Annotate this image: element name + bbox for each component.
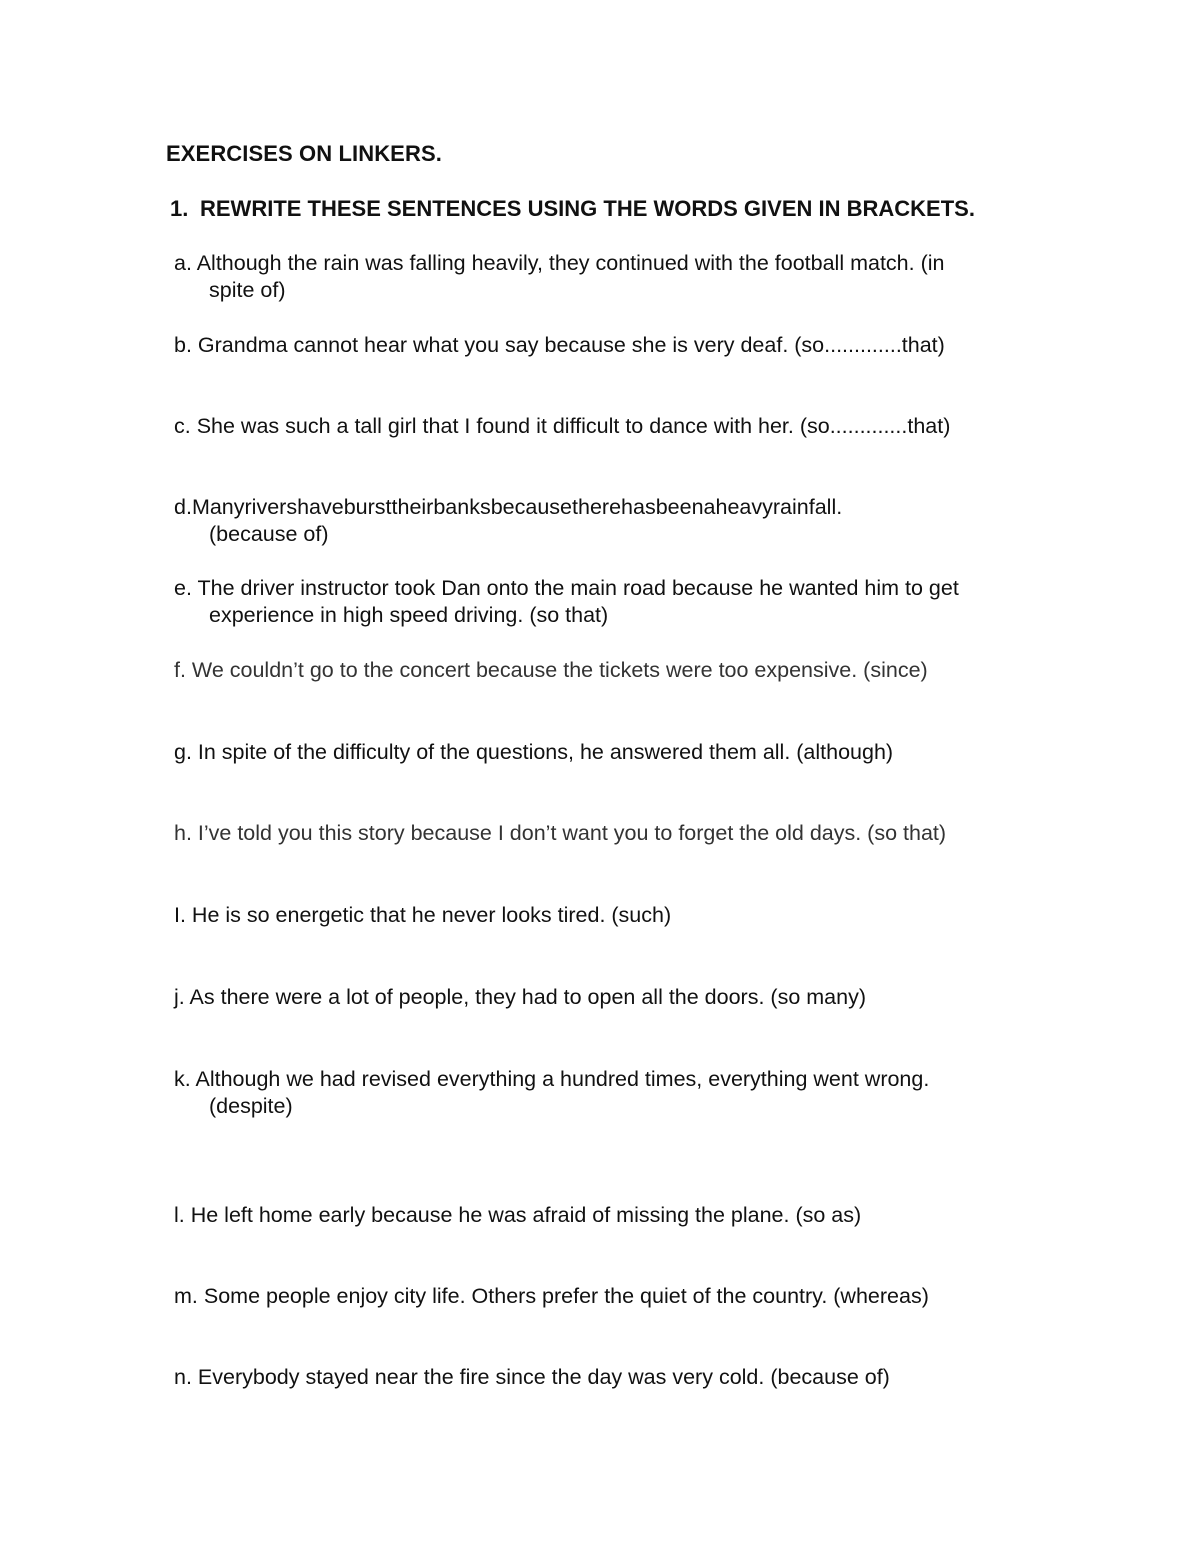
exercise-item-line: f. We couldn’t go to the concert because the tickets were too expensive. (since) — [174, 658, 928, 682]
exercise-item-d — [174, 494, 1036, 548]
exercise-item-l — [174, 1202, 1036, 1229]
exercise-item-a — [174, 250, 1036, 304]
exercise-item-j — [174, 984, 1036, 1011]
exercise-item-continuation: (despite) — [209, 1094, 293, 1118]
exercise-item-line: l. He left home early because he was afraid of missing the plane. (so as) — [174, 1203, 862, 1227]
exercise-instruction-text: REWRITE THESE SENTENCES USING THE WORDS GIVEN IN BRACKETS. — [200, 196, 975, 221]
exercise-item-line: e. The driver instructor took Dan onto the main road because he wanted him to get — [174, 576, 959, 600]
exercise-item-b — [174, 332, 1036, 359]
exercise-item-g — [174, 739, 1036, 766]
exercise-item-line: j. As there were a lot of people, they had to open all the doors. (so many) — [174, 985, 866, 1009]
exercise-item-line: I. He is so energetic that he never looks tired. (such) — [174, 903, 672, 927]
exercise-item-line: m. Some people enjoy city life. Others prefer the quiet of the country. (whereas) — [174, 1284, 929, 1308]
exercise-item-continuation: (because of) — [209, 522, 329, 546]
exercise-item-e — [174, 575, 1036, 629]
page-title: EXERCISES ON LINKERS. — [166, 141, 442, 166]
exercise-number: 1. — [170, 196, 189, 221]
exercise-item-i — [174, 902, 1036, 929]
exercise-item-c — [174, 413, 1036, 440]
exercise-item-line: g. In spite of the difficulty of the questions, he answered them all. (although) — [174, 740, 894, 764]
exercise-item-line: k. Although we had revised everything a hundred times, everything went wrong. — [174, 1067, 930, 1091]
exercise-item-n — [174, 1364, 1036, 1391]
exercise-item-line: h. I’ve told you this story because I don’t want you to forget the old days. (so that) — [174, 821, 947, 845]
exercise-item-continuation: experience in high speed driving. (so that) — [209, 603, 609, 627]
exercise-item-k — [174, 1066, 1036, 1120]
exercise-item-line: c. She was such a tall girl that I found it difficult to dance with her. (so.............that) — [174, 414, 951, 438]
exercise-item-h — [174, 820, 1036, 847]
exercise-item-line: b. Grandma cannot hear what you say because she is very deaf. (so.............that) — [174, 333, 945, 357]
exercise-item-line: a. Although the rain was falling heavily, they continued with the football match. (in — [174, 251, 945, 275]
exercise-item-line: d.Manyrivershavebursttheirbanksbecausetherehasbeenaheavyrainfall. — [174, 495, 843, 519]
exercise-item-m — [174, 1283, 1036, 1310]
exercise-item-line: n. Everybody stayed near the fire since the day was very cold. (because of) — [174, 1365, 890, 1389]
exercise-item-f — [174, 657, 1036, 684]
exercise-instruction — [170, 196, 975, 222]
exercise-item-continuation: spite of) — [209, 278, 286, 302]
